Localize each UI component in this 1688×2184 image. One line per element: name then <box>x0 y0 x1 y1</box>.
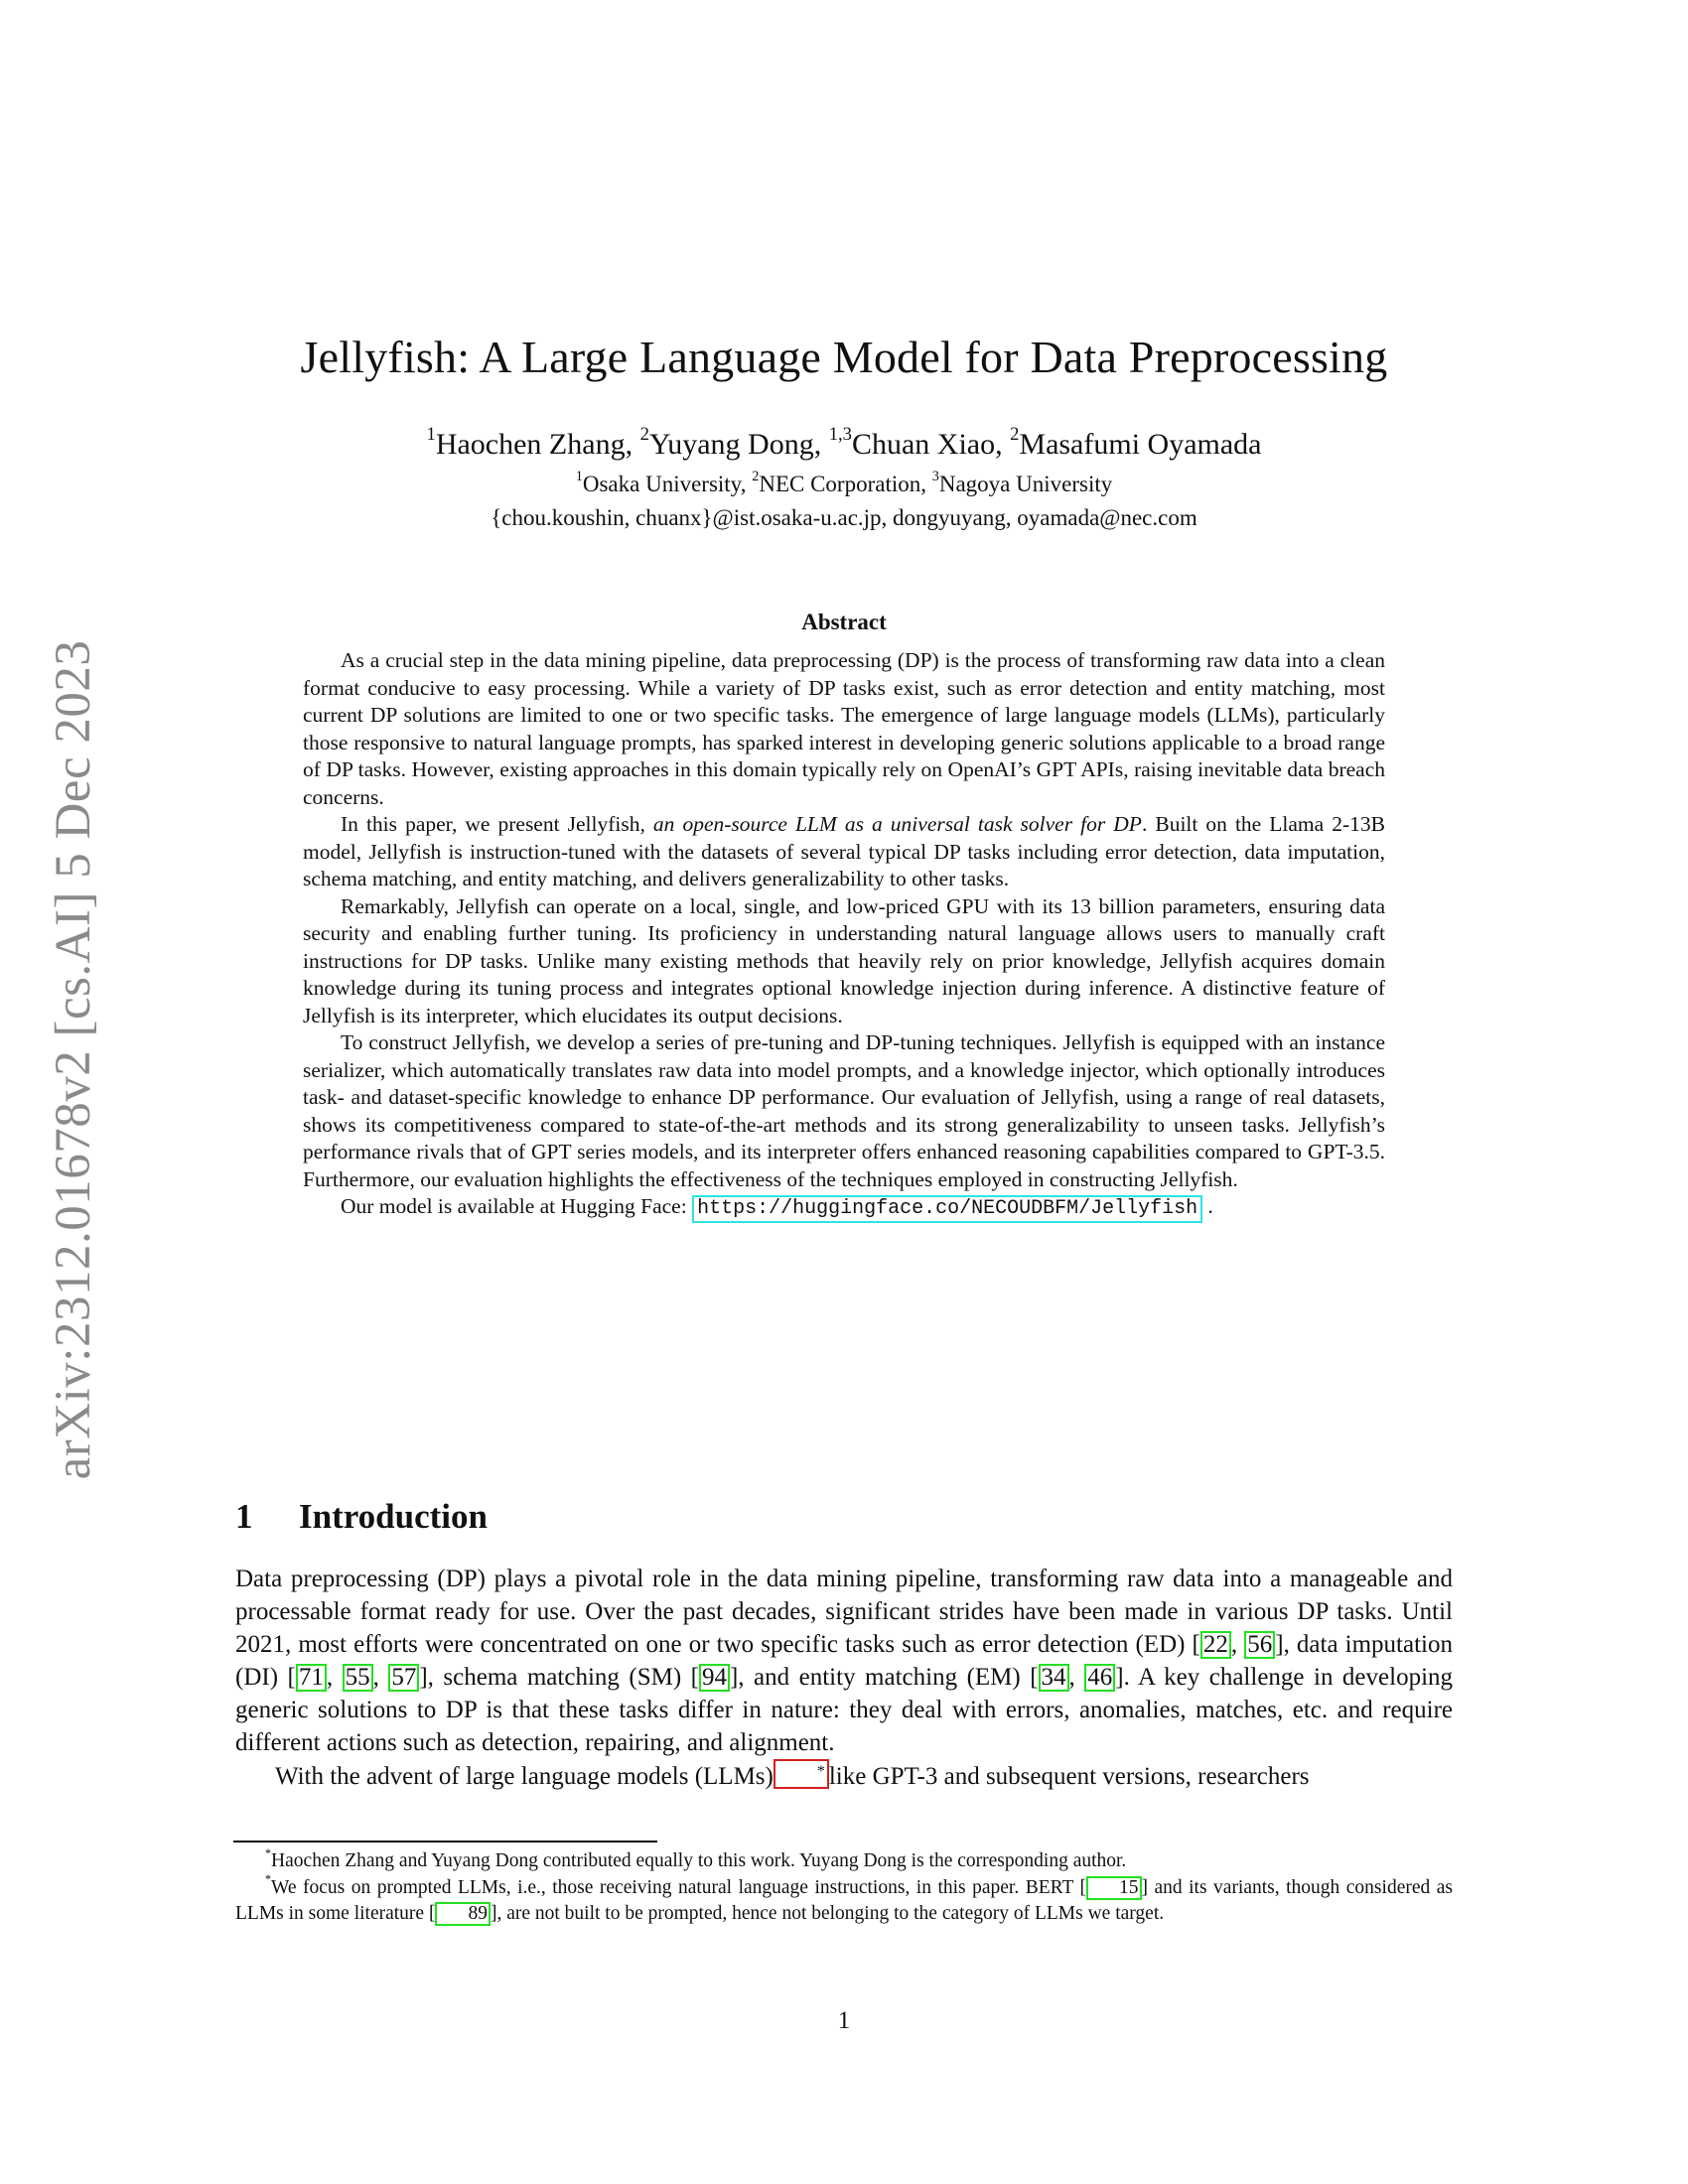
footnote-divider <box>233 1841 657 1843</box>
abstract-paragraph: Remarkably, Jellyfish can operate on a local, single, and low-priced GPU with its 13 billion parameters, ensuring data security and enabling further tuning. Its proficiency in understanding natural language allows users to manually craft instructions for DP tasks. Unlike many existing methods that heavily rely on prior knowledge, Jellyfish acquires domain knowledge during its tuning process and integrates optional knowledge injection during inference. A distinctive feature of Jellyfish is its interpreter, which elucidates its output decisions. <box>303 893 1385 1027</box>
page-number: 1 <box>837 2007 851 2034</box>
author-list <box>0 425 1688 465</box>
arxiv-stamp <box>46 596 101 1524</box>
author: $^2$Yuyang Dong, <box>639 424 829 461</box>
citation-link[interactable]: 22 <box>1200 1631 1231 1659</box>
huggingface-link[interactable]: https://huggingface.co/NECOUDBFM/Jellyfish <box>692 1195 1202 1223</box>
citation-link[interactable]: 57 <box>388 1664 419 1692</box>
affiliation: $^1$Osaka University, <box>575 469 753 496</box>
citation-link[interactable]: 89 <box>435 1902 491 1926</box>
abstract-paragraph: In this paper, we present Jellyfish, an open-source LLM as a universal task solver for DP. Built on the Llama 2-13B model, Jellyfish is instruction-tuned with the datasets of several typical DP tasks including error detection, data imputation, schema matching, and entity matching, and delivers generalizability to other tasks. <box>303 812 1385 890</box>
citation-link[interactable]: 94 <box>699 1664 730 1692</box>
section-heading <box>235 1494 488 1540</box>
citation-link[interactable]: 55 <box>343 1664 373 1692</box>
citation-link[interactable]: 56 <box>1244 1631 1275 1659</box>
author: $^2$Masafumi Oyamada <box>1010 424 1262 461</box>
citation-link[interactable]: 15 <box>1086 1876 1142 1900</box>
paper-title: Jellyfish: A Large Language Model for Data Preprocessing <box>300 332 1388 382</box>
affiliation-list <box>0 470 1688 499</box>
footnote: *We focus on prompted LLMs, i.e., those receiving natural language instructions, in this paper. BERT [ 15 ] and its variants, though considered as LLMs in some literature [ 89 ], are not built to be prompted, hence not belonging to the category of LLMs we target. <box>235 1872 1453 1924</box>
section-title: Introduction <box>299 1497 488 1536</box>
author: $^1$Haochen Zhang, <box>426 424 640 461</box>
author: $^{1,3}$Chuan Xiao, <box>828 424 1011 461</box>
citation-link[interactable]: 46 <box>1084 1664 1115 1692</box>
affiliation: $^2$NEC Corporation, <box>752 469 932 496</box>
citation-link[interactable]: 34 <box>1039 1664 1069 1692</box>
abstract-paragraph: As a crucial step in the data mining pipeline, data preprocessing (DP) is the process of transforming raw data into a clean format conducive to easy processing. While a variety of DP tasks exist, such as error detection and entity matching, most current DP solutions are limited to one or two specific tasks. The emergence of large language models (LLMs), particularly those responsive to natural language prompts, has sparked interest in developing generic solutions applicable to a broad range of DP tasks. However, existing approaches in this domain typically rely on OpenAI’s GPT APIs, raising inevitable data breach concerns. <box>303 648 1385 809</box>
abstract-paragraph: Our model is available at Hugging Face: https://huggingface.co/NECOUDBFM/Jellyfish . <box>303 1193 1385 1223</box>
introduction-body <box>235 1563 1453 1793</box>
section-number: 1 <box>235 1497 253 1536</box>
abstract-paragraph: To construct Jellyfish, we develop a series of pre-tuning and DP-tuning techniques. Jellyfish is equipped with an instance serializer, which automatically translates raw data into model prompts, and a knowledge injector, which optionally introduces task- and dataset-specific knowledge to enhance DP performance. Our evaluation of Jellyfish, using a range of real datasets, shows its competitiveness compared to state-of-the-art methods and its strong generalizability to unseen tasks. Jellyfish’s performance rivals that of GPT series models, and its interpreter offers enhanced reasoning capabilities compared to GPT-3.5. Furthermore, our evaluation highlights the effectiveness of the techniques employed in constructing Jellyfish. <box>303 1030 1385 1191</box>
arxiv-identifier: arXiv:2312.01678v2 [cs.AI] 5 Dec 2023 <box>46 639 101 1480</box>
intro-paragraph: With the advent of large language models (LLMs) * like GPT-3 and subsequent versions, researchers <box>235 1759 1453 1793</box>
citation-link[interactable]: 71 <box>296 1664 327 1692</box>
author-emails: {chou.koushin, chuanx}@ist.osaka-u.ac.jp, dongyuyang, oyamada@nec.com <box>491 505 1197 530</box>
affiliation: $^3$Nagoya University <box>931 469 1113 496</box>
abstract-body <box>303 647 1385 1223</box>
footnote: *Haochen Zhang and Yuyang Dong contributed equally to this work. Yuyang Dong is the corresponding author. <box>265 1845 1127 1871</box>
footnotes <box>235 1845 1453 1928</box>
footnote-marker-link[interactable]: * <box>774 1759 829 1789</box>
emphasis-text: an open-source LLM as a universal task solver for DP <box>652 812 1142 836</box>
intro-paragraph: Data preprocessing (DP) plays a pivotal role in the data mining pipeline, transforming raw data into a manageable and processable format ready for use. Over the past decades, significant strides have been made in various DP tasks. Until 2021, most efforts were concentrated on one or two specific tasks such as error detection (ED) [ 22 , 56 ], data imputation (DI) [ 71 , 55 , 57 ], schema matching (SM) [ 94 ], and entity matching (EM) [ 34 , 46 ]. A key challenge in developing generic solutions to DP is that these tasks differ in nature: they deal with errors, anomalies, matches, etc. and require different actions such as detection, repairing, and alignment. <box>235 1566 1454 1756</box>
abstract-heading: Abstract <box>801 610 887 634</box>
